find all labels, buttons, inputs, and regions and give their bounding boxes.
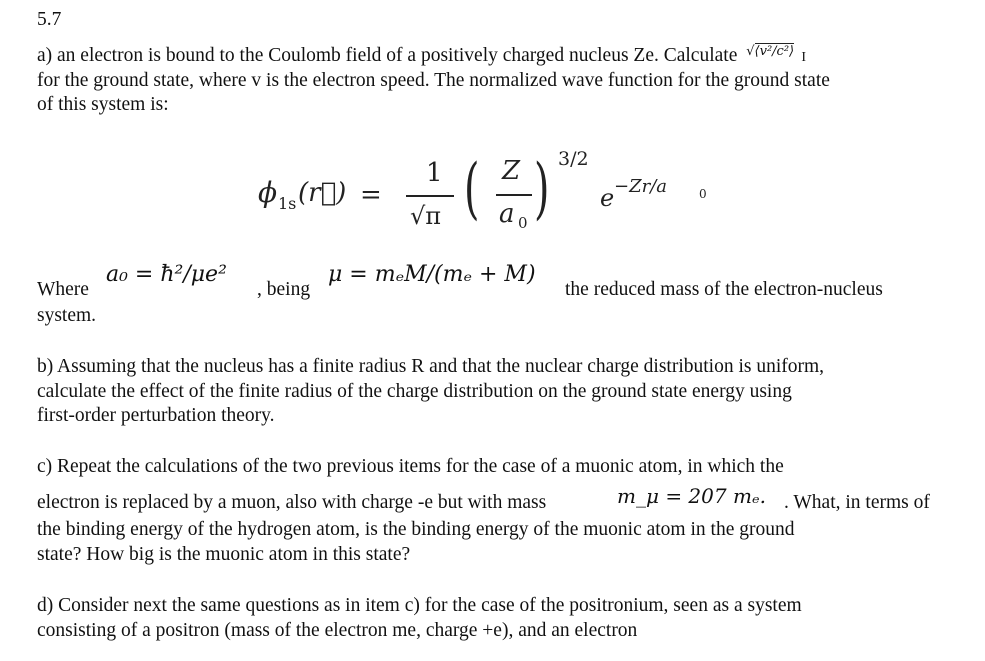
- part-c-line-1: c) Repeat the calculations of the two previous items for the case of a muonic atom, in which the: [37, 456, 784, 477]
- sqrt-tail: I: [801, 50, 807, 65]
- part-b-line-1: b) Assuming that the nucleus has a finite radius R and that the nuclear charge distribution is uniform,: [37, 356, 825, 377]
- eq-frac-num: 1: [426, 158, 443, 188]
- part-c-line-2: [37, 484, 977, 518]
- part-d-line-1: d) Consider next the same questions as in item c) for the case of the positronium, seen as a system: [37, 595, 802, 616]
- part-b-line-3: first-order perturbation theory.: [37, 405, 275, 426]
- part-c-text-2a: electron is replaced by a muon, also with charge -e but with mass: [37, 492, 547, 513]
- eq-frac-den: √π: [410, 202, 442, 230]
- part-a-line-3: of this system is:: [37, 94, 169, 115]
- eq-inner-den-sub: 0: [518, 214, 528, 232]
- muon-mass-expression: m_μ = 207 mₑ.: [617, 484, 767, 508]
- eq-lhs: ϕ: [258, 176, 278, 209]
- eq-power: 3/2: [558, 148, 589, 170]
- reduced-mass-text: the reduced mass of the electron-nucleus: [565, 279, 883, 300]
- part-d-line-2: consisting of a positron (mass of the electron me, charge +e), and an electron: [37, 620, 638, 641]
- eq-inner-den: a: [499, 199, 515, 229]
- eq-exp-power: −Zr/a: [614, 176, 667, 197]
- eq-left-paren: (: [464, 150, 480, 227]
- where-word: Where: [37, 279, 89, 300]
- eq-exp-base: e: [600, 184, 615, 212]
- eq-frac-bar: [406, 195, 454, 197]
- a0-expression: a₀ = ħ²/μe²: [106, 262, 227, 287]
- where-line: [37, 262, 977, 302]
- part-c-text-2b: . What, in terms of: [784, 492, 930, 513]
- where-line-2: system.: [37, 305, 97, 326]
- part-c-line-3: the binding energy of the hydrogen atom, is the binding energy of the muonic atom in the ground: [37, 519, 795, 540]
- eq-right-paren: ): [534, 150, 550, 227]
- part-b-line-2: calculate the effect of the finite radius of the charge distribution on the ground state energy using: [37, 381, 792, 402]
- part-c-line-4: state? How big is the muonic atom in this state?: [37, 544, 411, 565]
- part-a-line-1: [37, 44, 806, 70]
- sqrt-expression: √⟨v²/c²⟩: [746, 44, 795, 59]
- mu-expression: μ = mₑM/(mₑ + M): [328, 262, 536, 287]
- problem-number: 5.7: [37, 9, 62, 30]
- being-word: , being: [257, 279, 311, 300]
- eq-lhs-sub: 1s: [278, 194, 297, 213]
- eq-equals: =: [360, 180, 382, 210]
- eq-lhs-arg: (r⃗): [298, 178, 347, 208]
- part-a-text-1: a) an electron is bound to the Coulomb field of a positively charged nucleus Ze. Calculate: [37, 45, 738, 66]
- part-a-line-2: for the ground state, where v is the electron speed. The normalized wave function for the ground state: [37, 70, 830, 91]
- sqrt-content: ⟨v²/c²⟩: [754, 44, 795, 59]
- eq-inner-bar: [496, 194, 532, 196]
- eq-exp-power-sub: 0: [699, 187, 707, 201]
- eq-inner-num: Z: [502, 156, 521, 186]
